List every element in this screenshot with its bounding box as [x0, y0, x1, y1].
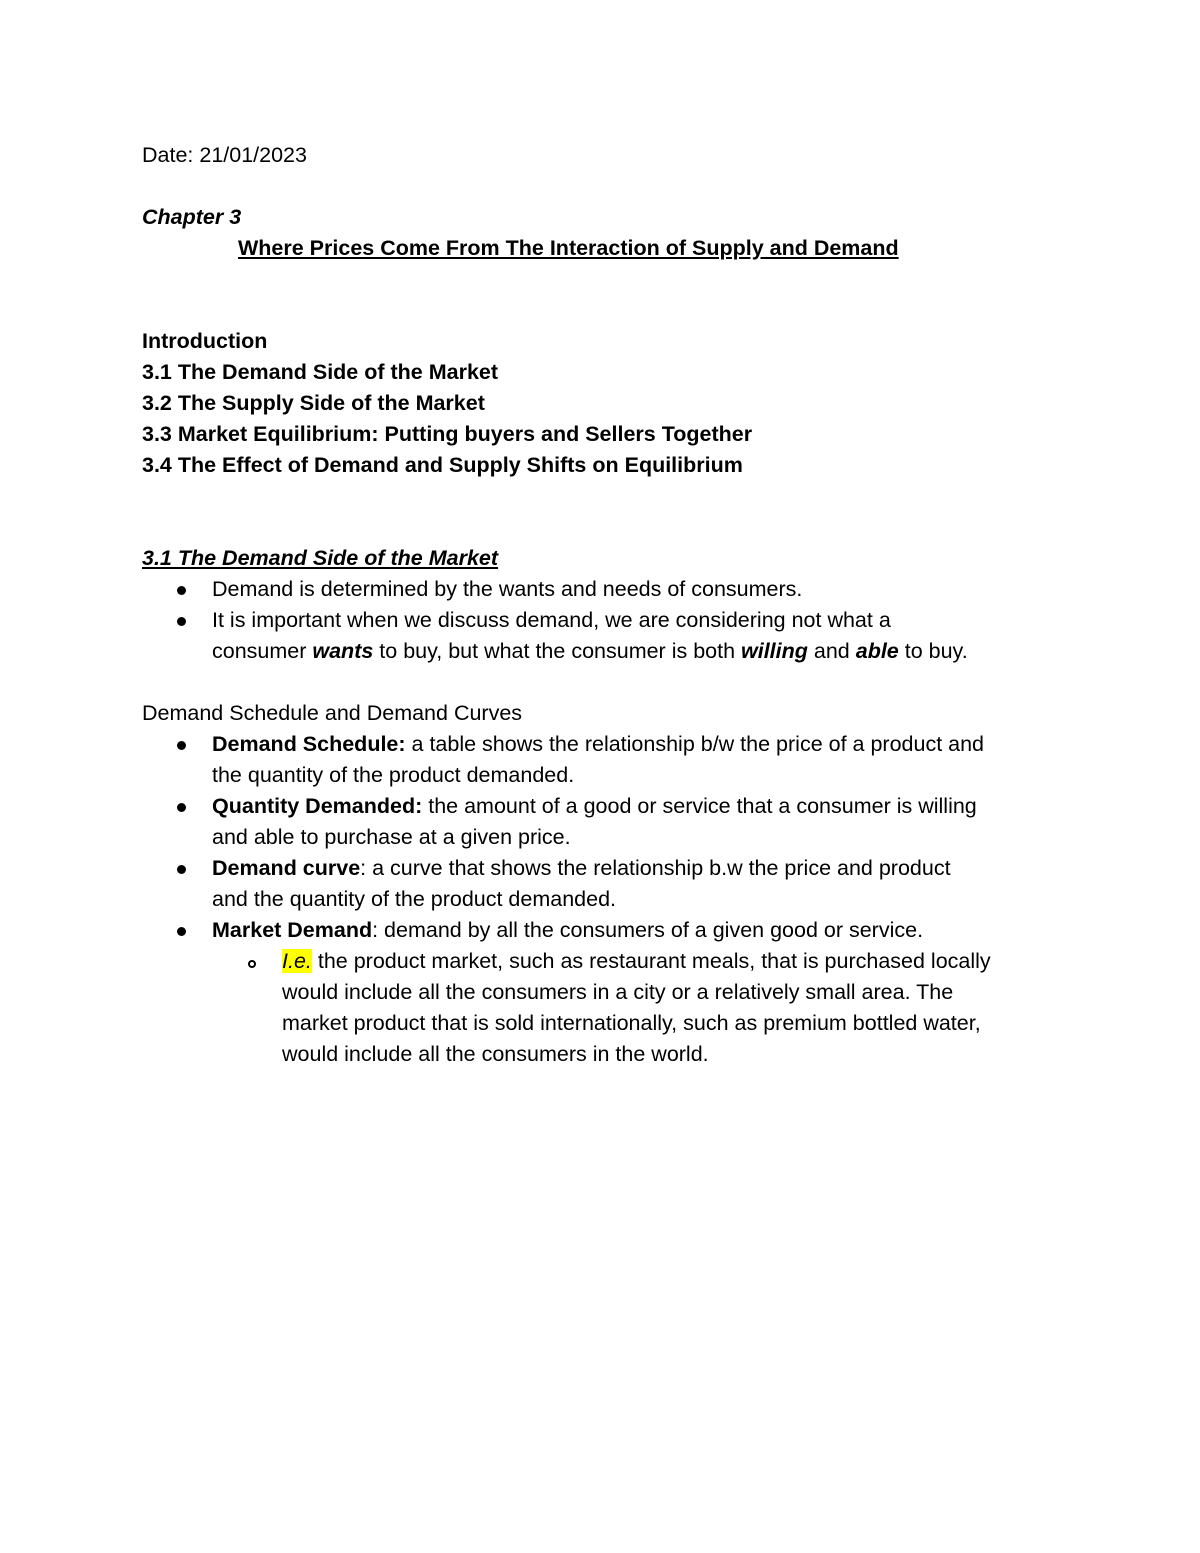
- bullet-demand-schedule-line2: the quantity of the product demanded.: [212, 763, 575, 787]
- bullet-icon: [177, 741, 186, 750]
- term-quantity-demanded: Quantity Demanded:: [212, 794, 423, 818]
- term-market-demand: Market Demand: [212, 918, 373, 942]
- toc-item-3-3: 3.3 Market Equilibrium: Putting buyers and Sellers Together: [142, 422, 753, 446]
- subsection-heading: Demand Schedule and Demand Curves: [142, 701, 523, 725]
- bullet-demand-schedule-line1: [212, 729, 984, 760]
- text-fragment: : demand by all the consumers of a given good or service.: [372, 918, 924, 942]
- text-fragment: to buy.: [898, 639, 968, 663]
- bullet-quantity-demanded-line2: and able to purchase at a given price.: [212, 825, 571, 849]
- text-fragment: to buy, but what the consumer is both: [373, 639, 742, 663]
- sub-bullet-example-line2: would include all the consumers in a city or a relatively small area. The: [282, 980, 954, 1004]
- emphasis-able: able: [855, 639, 899, 663]
- bullet-important-line1: It is important when we discuss demand, we are considering not what a: [212, 608, 891, 632]
- highlighted-ie: I.e.: [282, 949, 312, 973]
- bullet-demand-determined: Demand is determined by the wants and needs of consumers.: [212, 577, 803, 601]
- bullet-icon: [177, 617, 186, 626]
- text-fragment: the product market, such as restaurant meals, that is purchased locally: [311, 949, 991, 973]
- date-line: Date: 21/01/2023: [142, 143, 307, 167]
- bullet-market-demand: [212, 915, 923, 946]
- bullet-icon: [177, 803, 186, 812]
- term-demand-schedule: Demand Schedule:: [212, 732, 406, 756]
- text-fragment: a table shows the relationship b/w the price of a product and: [405, 732, 985, 756]
- sub-bullet-example-line4: would include all the consumers in the world.: [282, 1042, 709, 1066]
- section-heading-3-1: 3.1 The Demand Side of the Market: [142, 546, 499, 570]
- emphasis-wants: wants: [312, 639, 374, 663]
- bullet-icon: [177, 927, 186, 936]
- term-demand-curve: Demand curve: [212, 856, 361, 880]
- toc-item-3-2: 3.2 The Supply Side of the Market: [142, 391, 485, 415]
- text-fragment: and: [807, 639, 856, 663]
- bullet-demand-curve-line1: [212, 853, 951, 884]
- text-fragment: the amount of a good or service that a consumer is willing: [422, 794, 977, 818]
- chapter-title: Where Prices Come From The Interaction of Supply and Demand: [238, 236, 899, 260]
- sub-bullet-example-line3: market product that is sold internationally, such as premium bottled water,: [282, 1011, 981, 1035]
- bullet-icon: [177, 586, 186, 595]
- sub-bullet-icon: [248, 960, 256, 968]
- bullet-quantity-demanded-line1: [212, 791, 977, 822]
- toc-item-3-1: 3.1 The Demand Side of the Market: [142, 360, 499, 384]
- bullet-important-line2: [212, 636, 968, 667]
- bullet-icon: [177, 865, 186, 874]
- chapter-label: Chapter 3: [142, 205, 242, 229]
- sub-bullet-example-line1: [282, 946, 991, 977]
- emphasis-willing: willing: [741, 639, 808, 663]
- text-fragment: consumer: [212, 639, 313, 663]
- toc-item-introduction: Introduction: [142, 329, 268, 353]
- bullet-demand-curve-line2: and the quantity of the product demanded.: [212, 887, 617, 911]
- text-fragment: : a curve that shows the relationship b.w the price and product: [360, 856, 951, 880]
- toc-item-3-4: 3.4 The Effect of Demand and Supply Shifts on Equilibrium: [142, 453, 743, 477]
